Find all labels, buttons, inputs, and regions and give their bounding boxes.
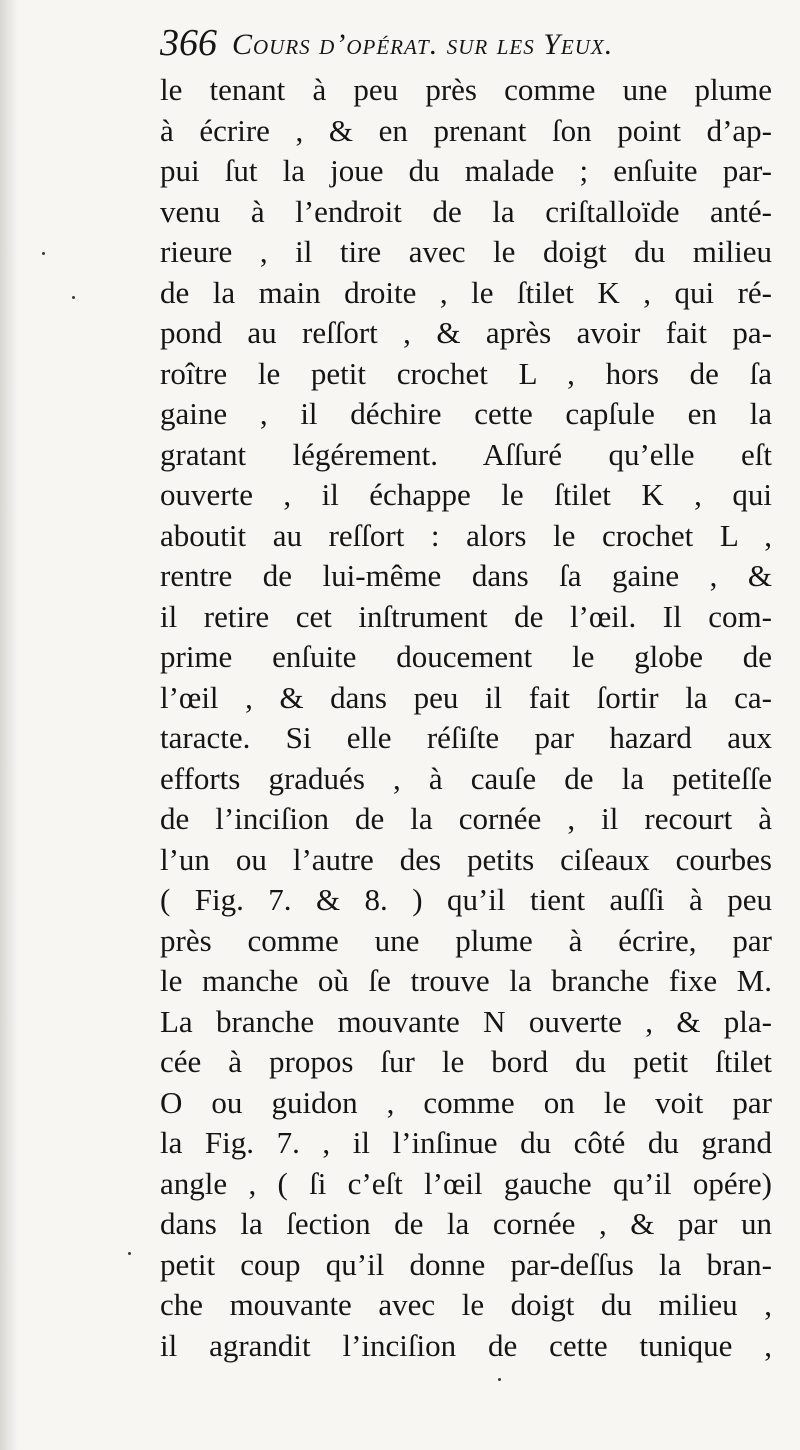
text-line: l’un ou l’autre des petits ciſeaux courbes bbox=[160, 841, 772, 877]
text-line: efforts gradués , à cauſe de la petiteſſe bbox=[160, 760, 772, 796]
text-line: l’œil , & dans peu il fait ſortir la ca- bbox=[160, 679, 772, 715]
text-line: gaine , il déchire cette capſule en la bbox=[160, 396, 772, 431]
text-line: il agrandit l’inciſion de cette tunique , bbox=[160, 1327, 772, 1363]
text-line: ouverte , il échappe le ſtilet K , qui bbox=[160, 477, 772, 512]
text-line: aboutit au reſſort : alors le crochet L , bbox=[160, 517, 772, 553]
text-line: La branche mouvante N ouverte , & pla- bbox=[160, 1003, 772, 1039]
text-line: roître le petit crochet L , hors de ſa bbox=[160, 355, 772, 391]
paper-speck bbox=[498, 1378, 501, 1381]
paper-speck bbox=[72, 296, 75, 299]
text-line: près comme une plume à écrire, par bbox=[160, 922, 772, 958]
text-line: à écrire , & en prenant ſon point d’ap- bbox=[160, 112, 772, 148]
paper-speck bbox=[128, 1252, 131, 1255]
running-title: Cours d’opérat. sur les Yeux. bbox=[232, 28, 614, 61]
text-line: dans la ſection de la cornée , & par un bbox=[160, 1206, 772, 1241]
text-line: gratant légérement. Aſſuré qu’elle eſt bbox=[160, 436, 772, 472]
text-line: le tenant à peu près comme une plume bbox=[160, 72, 772, 107]
text-line: de l’inciſion de la cornée , il recourt à bbox=[160, 801, 772, 836]
text-line: taracte. Si elle réſiſte par hazard aux bbox=[160, 720, 772, 755]
text-line: rieure , il tire avec le doigt du milieu bbox=[160, 234, 772, 269]
text-line: ( Fig. 7. & 8. ) qu’il tient auſſi à peu bbox=[160, 882, 772, 917]
text-line: la Fig. 7. , il l’inſinue du côté du grand bbox=[160, 1125, 772, 1160]
text-line: rentre de lui-même dans ſa gaine , & bbox=[160, 558, 772, 593]
running-head bbox=[160, 18, 780, 68]
text-line: le manche où ſe trouve la branche fixe M. bbox=[160, 963, 772, 998]
text-line: che mouvante avec le doigt du milieu , bbox=[160, 1287, 772, 1322]
text-line: de la main droite , le ſtilet K , qui ré- bbox=[160, 274, 772, 310]
text-line: venu à l’endroit de la criſtalloïde anté- bbox=[160, 193, 772, 229]
text-line: pui ſut la joue du malade ; enſuite par- bbox=[160, 153, 772, 188]
body-text bbox=[160, 70, 772, 1366]
text-line: petit coup qu’il donne par-deſſus la bran- bbox=[160, 1246, 772, 1282]
paper-speck bbox=[42, 252, 45, 255]
page-number: 366 bbox=[160, 22, 217, 64]
text-line: angle , ( ſi c’eſt l’œil gauche qu’il opére) bbox=[160, 1165, 772, 1201]
text-line: il retire cet inſtrument de l’œil. Il com- bbox=[160, 598, 772, 634]
text-line: prime enſuite doucement le globe de bbox=[160, 639, 772, 674]
text-line: cée à propos ſur le bord du petit ſtilet bbox=[160, 1044, 772, 1079]
gutter-shadow bbox=[0, 0, 18, 1450]
text-line: O ou guidon , comme on le voit par bbox=[160, 1084, 772, 1120]
text-line: pond au reſſort , & après avoir fait pa- bbox=[160, 315, 772, 350]
